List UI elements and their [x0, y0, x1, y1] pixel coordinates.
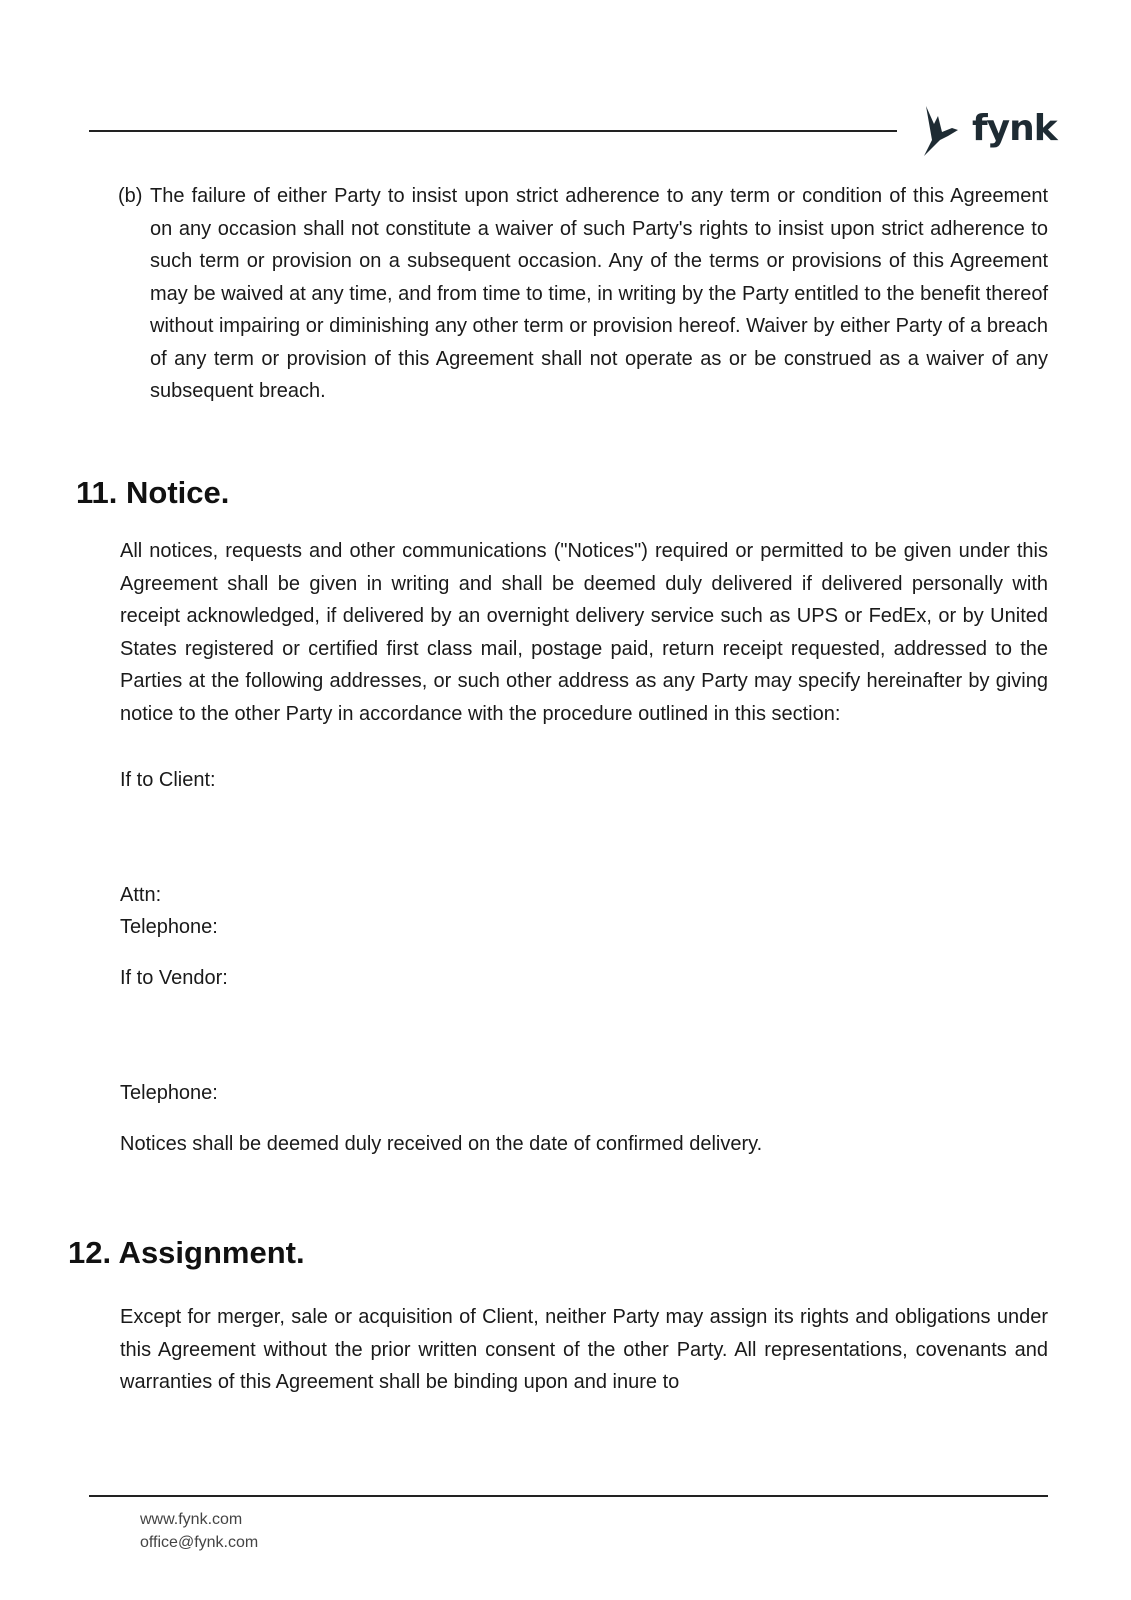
notices-received-text: Notices shall be deemed duly received on the date of confirmed delivery. [120, 1133, 763, 1155]
clause-b [118, 180, 1048, 408]
clause-b-label: (b) [118, 185, 143, 207]
vendor-telephone-label: Telephone: [120, 1082, 218, 1104]
assignment-body: Except for merger, sale or acquisition of Client, neither Party may assign its rights and obligations under this Agreement without the prior written consent of the other Party. All representations, covenants and warranties of this Agreement shall be binding upon and inure to [120, 1306, 1048, 1393]
fynk-logo [922, 106, 1057, 158]
client-telephone-label: Telephone: [120, 916, 218, 938]
section-12-heading: 12. Assignment. [68, 1235, 305, 1270]
footer-email[interactable]: office@fynk.com [140, 1534, 259, 1551]
notice-body: All notices, requests and other communications ("Notices") required or permitted to be given under this Agreement shall be given in writing and shall be deemed duly delivered if delivered personally with receipt acknowledged, if delivered by an overnight delivery service such as UPS or FedEx, or by United States registered or certified first class mail, postage paid, return receipt requested, addressed to the Parties at the following addresses, or such other address as any Party may specify hereinafter by giving notice to the other Party in accordance with the procedure outlined in this section: [120, 540, 1048, 725]
client-attn-label: Attn: [120, 884, 162, 906]
brand-name: fynk [972, 108, 1057, 149]
clause-b-text: The failure of either Party to insist upon strict adherence to any term or condition of this Agreement on any occasion shall not constitute a waiver of such Party's rights to insist upon strict adherence to such term or provision on a subsequent occasion. Any of the terms or provisions of this Agreement may be waived at any time, and from time to time, in writing by the Party entitled to the benefit thereof without impairing or diminishing any other term or provision hereof. Waiver by either Party of a breach of any term or provision of this Agreement shall not operate as or be construed as a waiver of any subsequent breach. [150, 185, 1048, 402]
footer-website[interactable]: www.fynk.com [140, 1511, 243, 1528]
section-11-heading: 11. Notice. [76, 475, 230, 510]
bird-icon [922, 106, 966, 158]
if-to-client-label: If to Client: [120, 769, 216, 791]
header-rule [89, 130, 897, 132]
footer-rule [89, 1495, 1048, 1497]
if-to-vendor-label: If to Vendor: [120, 967, 228, 989]
